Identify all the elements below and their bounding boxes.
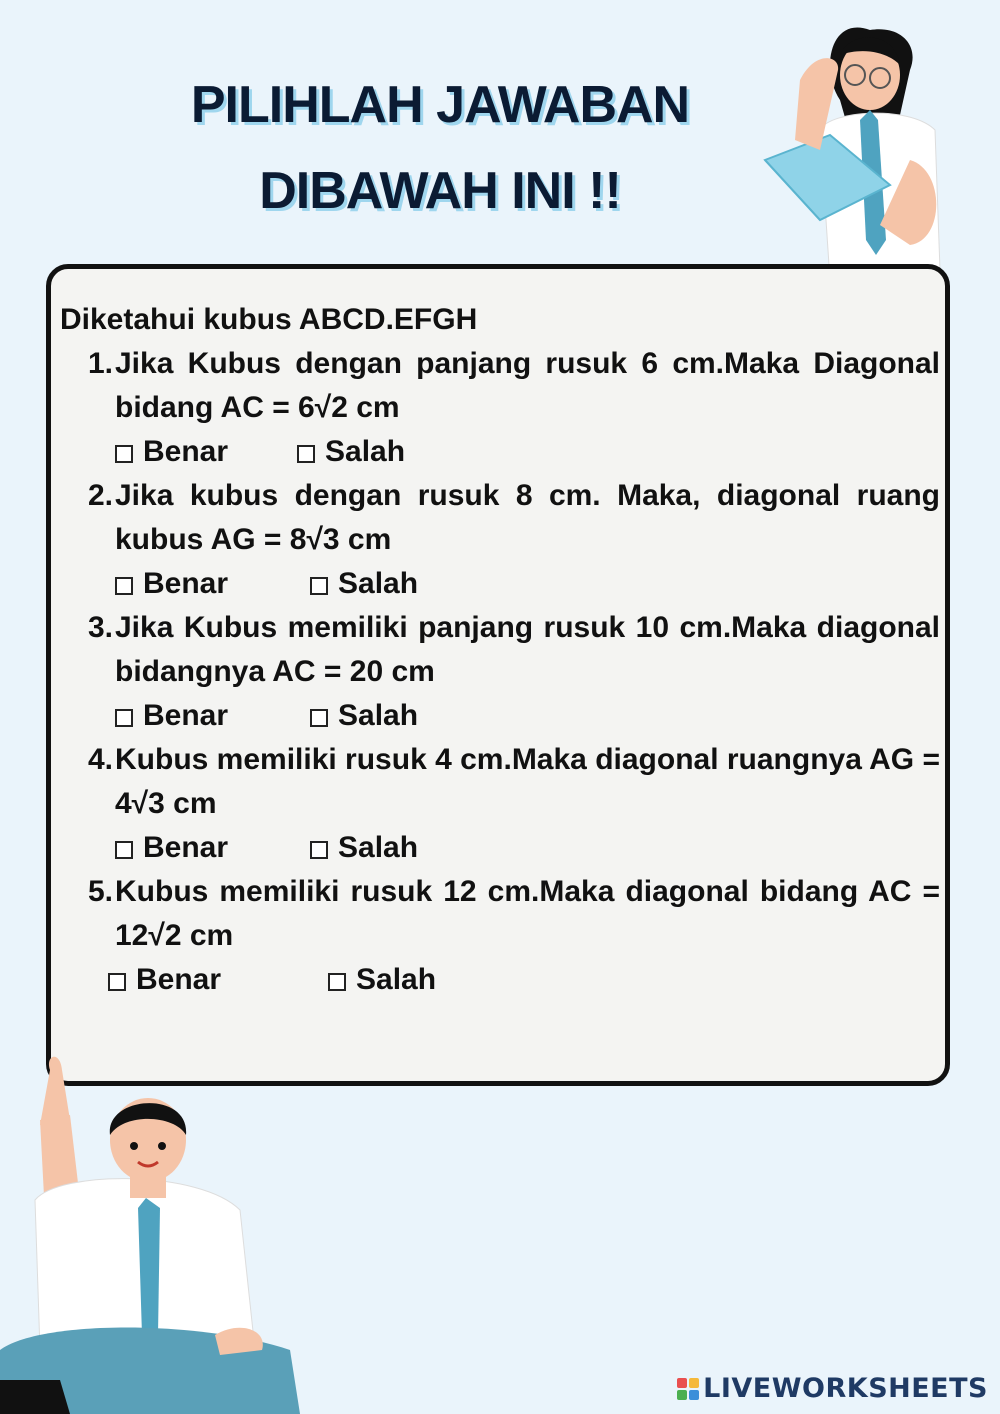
- option-label: Salah: [338, 567, 419, 600]
- option-salah[interactable]: [328, 958, 436, 1002]
- checkbox-salah[interactable]: [310, 709, 328, 727]
- option-label: Salah: [338, 699, 419, 732]
- checkbox-benar[interactable]: [108, 973, 126, 991]
- answer-options: [115, 958, 940, 1002]
- answer-options: [115, 826, 940, 870]
- option-salah[interactable]: [310, 694, 418, 738]
- option-salah[interactable]: [310, 562, 418, 606]
- answer-options: [115, 694, 940, 738]
- question-3: [60, 606, 940, 738]
- question-text: Kubus memiliki rusuk 4 cm.Maka diagonal ruangnya AG = 4√3 cm: [115, 743, 940, 820]
- question-number: 3.: [87, 611, 113, 644]
- title-line-2: DIBAWAH INI !!: [259, 162, 621, 220]
- answer-options: [115, 430, 940, 474]
- option-label: Salah: [338, 831, 419, 864]
- option-label: Benar: [143, 831, 229, 864]
- option-label: Benar: [136, 963, 222, 996]
- question-list: [60, 298, 940, 1002]
- liveworksheets-logo-icon: [677, 1378, 699, 1400]
- option-salah[interactable]: [297, 430, 405, 474]
- checkbox-benar[interactable]: [115, 577, 133, 595]
- question-number: 4.: [87, 743, 113, 776]
- question-number: 5.: [87, 875, 113, 908]
- option-benar[interactable]: [115, 694, 228, 738]
- checkbox-salah[interactable]: [310, 577, 328, 595]
- checkbox-salah[interactable]: [297, 445, 315, 463]
- answer-options: [115, 562, 940, 606]
- liveworksheets-logo: [677, 1373, 988, 1404]
- checkbox-benar[interactable]: [115, 709, 133, 727]
- question-text: Jika kubus dengan rusuk 8 cm. Maka, diagonal ruang kubus AG = 8√3 cm: [115, 479, 940, 556]
- option-benar[interactable]: [115, 430, 228, 474]
- checkbox-benar[interactable]: [115, 841, 133, 859]
- checkbox-benar[interactable]: [115, 445, 133, 463]
- question-5: [60, 870, 940, 1002]
- checkbox-salah[interactable]: [328, 973, 346, 991]
- option-benar[interactable]: [115, 826, 228, 870]
- question-4: [60, 738, 940, 870]
- option-label: Benar: [143, 567, 229, 600]
- option-label: Salah: [356, 963, 437, 996]
- question-1: [60, 342, 940, 474]
- question-2: [60, 474, 940, 606]
- title-line-1: PILIHLAH JAWABAN: [190, 76, 690, 134]
- option-label: Benar: [143, 435, 229, 468]
- option-benar[interactable]: [108, 958, 221, 1002]
- question-number: 1.: [87, 347, 113, 380]
- option-label: Salah: [325, 435, 406, 468]
- question-text: Jika Kubus dengan panjang rusuk 6 cm.Maka Diagonal bidang AC = 6√2 cm: [115, 347, 940, 424]
- option-salah[interactable]: [310, 826, 418, 870]
- question-text: Jika Kubus memiliki panjang rusuk 10 cm.Maka diagonal bidangnya AC = 20 cm: [115, 611, 940, 688]
- option-label: Benar: [143, 699, 229, 732]
- intro-text: Diketahui kubus ABCD.EFGH: [60, 303, 478, 336]
- brand-name: LIVEWORKSHEETS: [703, 1373, 988, 1404]
- student-boy-illustration: [0, 1050, 310, 1414]
- option-benar[interactable]: [115, 562, 228, 606]
- checkbox-salah[interactable]: [310, 841, 328, 859]
- question-number: 2.: [87, 479, 113, 512]
- page-title: [140, 62, 740, 234]
- student-girl-illustration: [760, 10, 950, 290]
- question-text: Kubus memiliki rusuk 12 cm.Maka diagonal bidang AC = 12√2 cm: [115, 875, 940, 952]
